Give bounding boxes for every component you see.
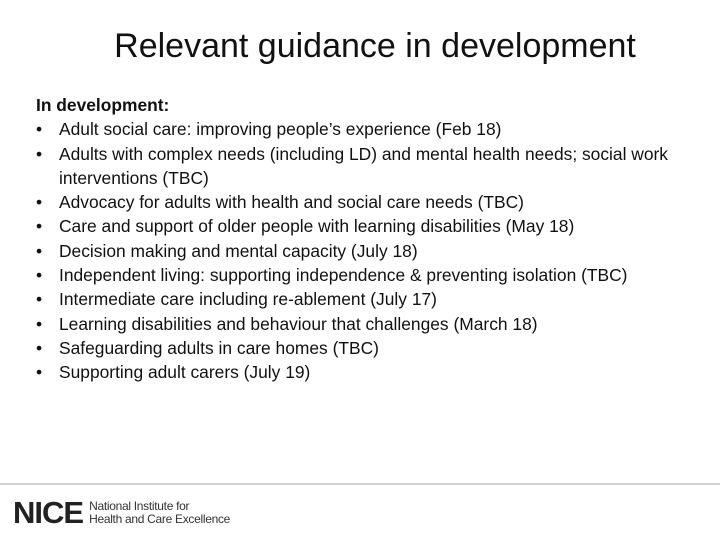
list-item-text: Intermediate care including re-ablement (July 17) — [59, 289, 437, 310]
bullet-icon: • — [36, 289, 43, 310]
logo-subtitle — [89, 500, 230, 526]
footer-divider — [0, 483, 720, 485]
list-item-text: Advocacy for adults with health and social care needs (TBC) — [59, 192, 524, 213]
logo-subtitle-line2: Health and Care Excellence — [89, 512, 231, 526]
bullet-icon: • — [36, 192, 43, 213]
bullet-icon: • — [36, 265, 43, 286]
subheading: In development: — [36, 95, 170, 115]
logo-wordmark: NICE — [13, 495, 84, 530]
logo-subtitle-line1: National Institute for — [89, 499, 190, 513]
bullet-icon: • — [36, 240, 43, 261]
list-item — [36, 287, 720, 311]
list-item — [36, 360, 720, 384]
bullet-icon: • — [36, 143, 43, 164]
list-item — [36, 117, 720, 141]
nice-logo — [13, 496, 230, 530]
list-item-text: Decision making and mental capacity (July 18) — [59, 240, 418, 261]
list-item-text: Supporting adult carers (July 19) — [59, 362, 311, 383]
list-item-text: Adult social care: improving people’s experience (Feb 18) — [59, 119, 502, 140]
list-item-text: Care and support of older people with learning disabilities (May 18) — [59, 216, 575, 237]
list-item — [36, 336, 720, 360]
list-item — [36, 214, 720, 238]
list-item — [36, 142, 720, 191]
list-item-text: Adults with complex needs (including LD) and mental health needs; social work interventions (TBC) — [59, 143, 668, 188]
list-item — [36, 312, 720, 336]
bullet-icon: • — [36, 362, 43, 383]
bullet-icon: • — [36, 216, 43, 237]
bullet-icon: • — [36, 337, 43, 358]
slide-content — [36, 93, 720, 385]
bullet-icon: • — [36, 313, 43, 334]
list-item — [36, 190, 720, 214]
bullet-list — [36, 117, 720, 384]
slide-title: Relevant guidance in development — [114, 27, 636, 65]
bullet-icon: • — [36, 119, 43, 140]
list-item — [36, 239, 720, 263]
list-item — [36, 263, 720, 287]
list-item-text: Independent living: supporting independence & preventing isolation (TBC) — [59, 265, 628, 286]
list-item-text: Safeguarding adults in care homes (TBC) — [59, 337, 379, 358]
list-item-text: Learning disabilities and behaviour that challenges (March 18) — [59, 313, 538, 334]
